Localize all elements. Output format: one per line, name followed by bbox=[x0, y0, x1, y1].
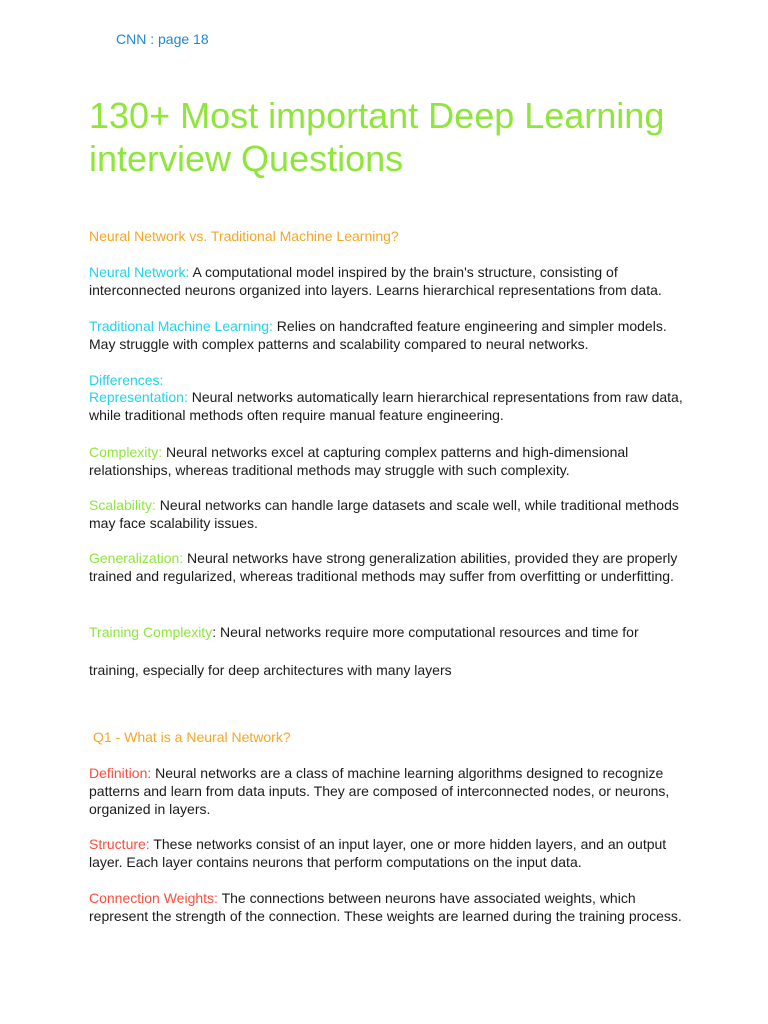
term-text: Neural networks are a class of machine learning algorithms designed to recognize patterns and learn from data inputs. They are composed of interconnected nodes, or neurons, organized in layers. bbox=[89, 765, 670, 817]
page-title bbox=[89, 94, 729, 180]
q1-question: Q1 - What is a Neural Network? bbox=[93, 729, 291, 745]
differences-heading: Differences: bbox=[89, 372, 164, 388]
term-label: Structure: bbox=[89, 836, 150, 852]
title-line-2: interview Questions bbox=[89, 138, 404, 179]
term-text: Neural networks automatically learn hierarchical representations from raw data, while traditional methods often require manual feature engineering. bbox=[89, 389, 683, 423]
term-text: Neural networks have strong generalization abilities, provided they are properly trained and regularized, whereas traditional methods may suffer from overfitting or underfitting. bbox=[89, 550, 678, 584]
term-text: A computational model inspired by the brain's structure, consisting of interconnected neurons organized into layers. Learns hierarchical representations from data. bbox=[89, 264, 662, 298]
term-label: Neural Network: bbox=[89, 264, 190, 280]
term-text: : Neural networks require more computational resources and time for bbox=[212, 624, 639, 640]
term-text: Neural networks can handle large datasets and scale well, while traditional methods may face scalability issues. bbox=[89, 497, 679, 531]
paragraph-representation bbox=[89, 388, 689, 424]
paragraph-connection-weights bbox=[89, 889, 689, 925]
paragraph-definition bbox=[89, 764, 689, 818]
term-text: Neural networks excel at capturing complex patterns and high-dimensional relationships, whereas traditional methods may struggle with such complexity. bbox=[89, 444, 629, 478]
paragraph-complexity bbox=[89, 443, 689, 479]
paragraph-structure bbox=[89, 835, 689, 871]
paragraph-training-continuation: training, especially for deep architectures with many layers bbox=[89, 662, 452, 678]
term-label: Training Complexity bbox=[89, 624, 213, 640]
paragraph-neural-network bbox=[89, 263, 689, 299]
term-text: These networks consist of an input layer, one or more hidden layers, and an output layer. Each layer contains neurons that perform computations on the input data. bbox=[89, 836, 667, 870]
paragraph-training-complexity bbox=[89, 623, 689, 641]
paragraph-generalization bbox=[89, 549, 689, 585]
term-label: Scalability: bbox=[89, 497, 156, 513]
paragraph-scalability bbox=[89, 496, 689, 532]
section-question: Neural Network vs. Traditional Machine Learning? bbox=[89, 228, 399, 244]
title-line-1: 130+ Most important Deep Learning bbox=[89, 95, 665, 136]
term-label: Connection Weights: bbox=[89, 890, 218, 906]
term-label: Definition: bbox=[89, 765, 152, 781]
term-label: Generalization: bbox=[89, 550, 184, 566]
page-reference-link[interactable]: CNN : page 18 bbox=[116, 31, 209, 47]
term-label: Representation: bbox=[89, 389, 188, 405]
term-text: Relies on handcrafted feature engineering and simpler models. May struggle with complex patterns and scalability compared to neural networks. bbox=[89, 318, 667, 352]
term-label: Traditional Machine Learning: bbox=[89, 318, 273, 334]
term-label: Complexity: bbox=[89, 444, 163, 460]
paragraph-traditional-ml bbox=[89, 317, 689, 353]
term-text: The connections between neurons have associated weights, which represent the strength of the connection. These weights are learned during the training process. bbox=[89, 890, 682, 924]
